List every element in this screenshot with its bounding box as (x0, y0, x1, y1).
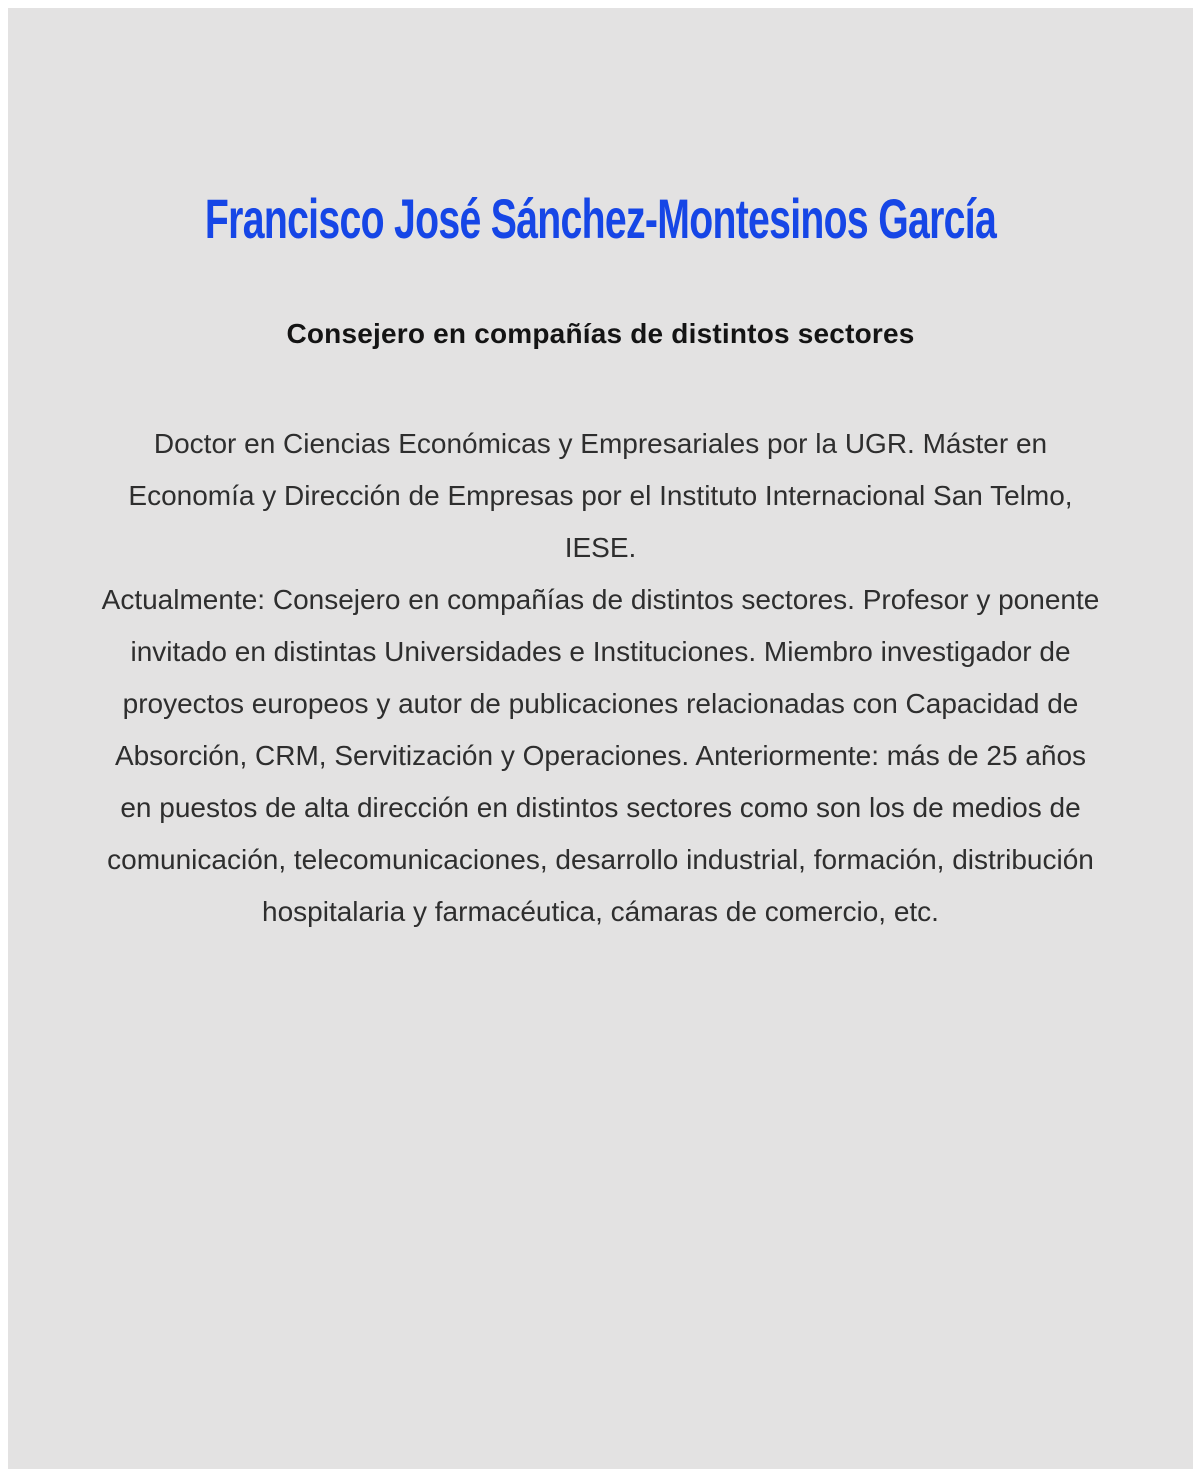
bio-paragraph: Doctor en Ciencias Económicas y Empresariales por la UGR. Máster en Economía y Dirección de Empresas por el Instituto Internacional San Telmo, IESE. (128, 428, 1073, 563)
bio-panel (8, 8, 1193, 1469)
profile-role-subtitle: Consejero en compañías de distintos sectores (286, 318, 915, 349)
page-title: Francisco José Sánchez-Montesinos García (204, 187, 997, 250)
bio-paragraph: Actualmente: Consejero en compañías de distintos sectores. Profesor y ponente invitado en distintas Universidades e Instituciones. Miembro investigador de proyectos europeos y autor de publicaciones relacionadas con Capacidad de Absorción, CRM, Servitización y Operaciones. Anteriormente: más de 25 años en puestos de alta dirección en distintos sectores como son los de medios de comunicación, telecomunicaciones, desarrollo industrial, formación, distribución hospitalaria y farmacéutica, cámaras de comercio, etc. (101, 584, 1100, 927)
bio-text-block (98, 418, 1103, 938)
